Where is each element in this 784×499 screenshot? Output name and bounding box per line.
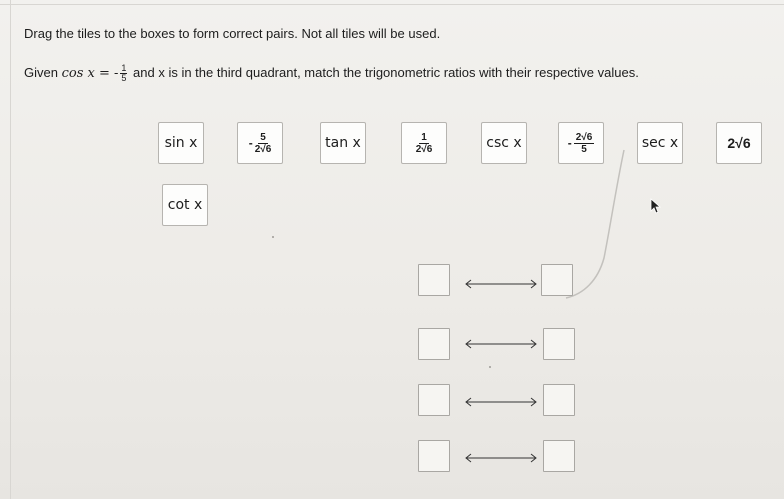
- cos-fraction-den: 5: [121, 73, 127, 83]
- tile-fraction-den: 5: [581, 143, 587, 155]
- drop-slot-right-4[interactable]: [543, 440, 575, 472]
- tile-fraction-num: 2√6: [575, 131, 593, 143]
- tile-sign: -: [567, 136, 572, 150]
- tile-cot-x-label: cot x: [167, 197, 203, 213]
- double-arrow-icon: [463, 396, 539, 408]
- tile-fraction: [255, 132, 272, 155]
- top-divider: [0, 4, 784, 5]
- tile-csc-x-label: csc x: [486, 135, 522, 151]
- cos-fraction-num: 1: [121, 63, 127, 73]
- question-text: [24, 64, 639, 83]
- drop-slot-right-3[interactable]: [543, 384, 575, 416]
- tile-sin-x[interactable]: [158, 122, 204, 164]
- cos-fraction: [120, 64, 127, 83]
- tile-sec-x[interactable]: [637, 122, 683, 164]
- double-arrow-icon: [463, 338, 539, 350]
- left-divider: [10, 0, 11, 499]
- double-arrow-icon: [463, 452, 539, 464]
- tile-sec-x-label: sec x: [641, 135, 679, 151]
- tile-cot-x[interactable]: [162, 184, 208, 226]
- cos-expression: cos x = -: [61, 65, 119, 81]
- tile-tan-x[interactable]: [320, 122, 366, 164]
- tile-2root6[interactable]: [716, 122, 762, 164]
- question-prefix: Given: [24, 64, 58, 80]
- mouse-pointer-icon: [650, 198, 662, 214]
- tile-fraction-den: 2√6: [254, 143, 272, 155]
- drop-slot-left-2[interactable]: [418, 328, 450, 360]
- double-arrow-icon: [463, 278, 539, 290]
- stray-dot: [272, 236, 274, 238]
- tile-sin-x-label: sin x: [164, 135, 198, 151]
- instruction-text: Drag the tiles to the boxes to form correct pairs. Not all tiles will be used.: [24, 26, 441, 41]
- tile-neg-5-over-2root6[interactable]: [237, 122, 283, 164]
- drop-slot-right-1[interactable]: [541, 264, 573, 296]
- drop-slot-left-4[interactable]: [418, 440, 450, 472]
- tile-2root6-label: 2√6: [727, 135, 751, 151]
- tile-fraction-num: 1: [421, 131, 427, 143]
- tile-tan-x-label: tan x: [325, 135, 361, 151]
- drop-slot-left-3[interactable]: [418, 384, 450, 416]
- question-suffix: and x is in the third quadrant, match the trigonometric ratios with their respective values.: [133, 64, 639, 80]
- tile-fraction: [416, 132, 433, 155]
- tile-csc-x[interactable]: [481, 122, 527, 164]
- tile-1-over-2root6[interactable]: [401, 122, 447, 164]
- drop-slot-right-2[interactable]: [543, 328, 575, 360]
- drop-slot-left-1[interactable]: [418, 264, 450, 296]
- stray-dot: [489, 366, 491, 368]
- tile-sign: -: [248, 136, 253, 150]
- tile-fraction-num: 5: [260, 131, 266, 143]
- tile-fraction-den: 2√6: [415, 143, 433, 155]
